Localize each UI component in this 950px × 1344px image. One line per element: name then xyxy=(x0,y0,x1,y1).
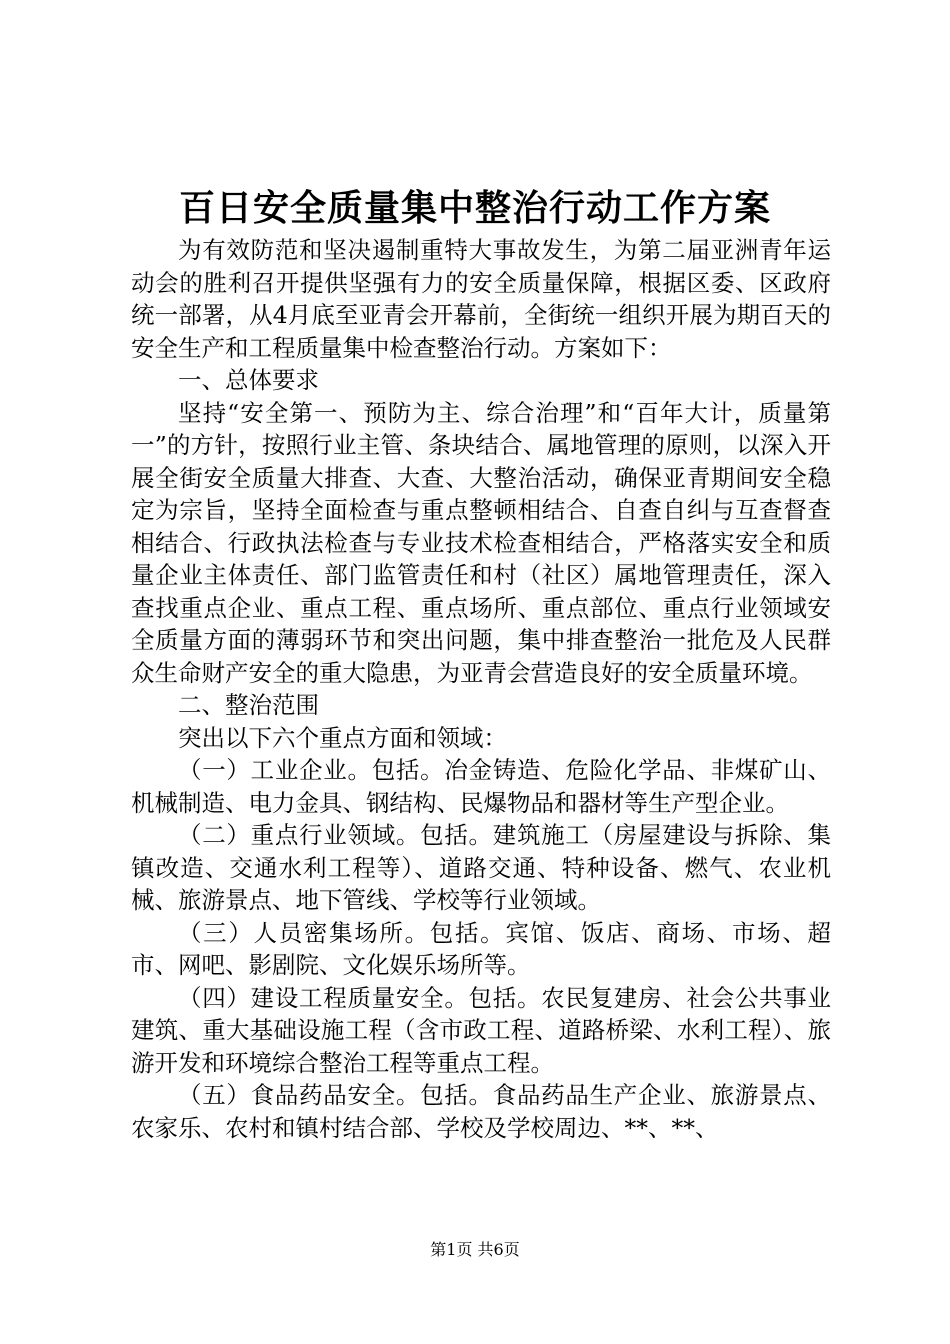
paragraph-scope-intro: 突出以下六个重点方面和领域： xyxy=(178,723,507,752)
paragraph-scope-construction-quality: （四）建设工程质量安全。包括。农民复建房、社会公共事业建筑、重大基础设施工程（含市政工程、道路桥梁、水利工程）、旅游开发和环境综合整治工程等重点工程。 xyxy=(131,983,831,1077)
paragraph-scope-crowded-places: （三）人员密集场所。包括。宾馆、饭店、商场、市场、超市、网吧、影剧院、文化娱乐场所等。 xyxy=(131,918,831,979)
paragraph-scope-key-industries: （二）重点行业领域。包括。建筑施工（房屋建设与拆除、集镇改造、交通水利工程等）、道路交通、特种设备、燃气、农业机械、旅游景点、地下管线、学校等行业领域。 xyxy=(131,821,831,914)
paragraph-general-requirements: 坚持“安全第一、预防为主、综合治理”和“百年大计，质量第一”的方针，按照行业主管、条块结合、属地管理的原则，以深入开展全街安全质量大排查、大查、大整治活动，确保亚青期间安全稳定为宗旨，坚持全面检查与重点整顿相结合、自查自纠与互查督查相结合、行政执法检查与专业技术检查相结合，严格落实安全和质量企业主体责任、部门监管责任和村（社区）属地管理责任，深入查找重点企业、重点工程、重点场所、重点部位、重点行业领域安全质量方面的薄弱环节和突出问题，集中排查整治一批危及人民群众生命财产安全的重大隐患，为亚青会营造良好的安全质量环境。 xyxy=(131,398,831,687)
paragraph-intro: 为有效防范和坚决遏制重特大事故发生，为第二届亚洲青年运动会的胜利召开提供坚强有力的安全质量保障，根据区委、区政府统一部署，从4月底至亚青会开幕前，全街统一组织开展为期百天的安全生产和工程质量集中检查整治行动。方案如下： xyxy=(131,236,831,362)
paragraph-scope-industrial: （一）工业企业。包括。冶金铸造、危险化学品、非煤矿山、机械制造、电力金具、钢结构、民爆物品和器材等生产型企业。 xyxy=(131,756,831,817)
document-body xyxy=(131,234,831,1144)
document-title: 百日安全质量集中整治行动工作方案 xyxy=(178,187,771,229)
section-heading-scope: 二、整治范围 xyxy=(178,691,319,719)
paragraph-scope-food-drug: （五）食品药品安全。包括。食品药品生产企业、旅游景点、农家乐、农村和镇村结合部、学校及学校周边、**、**、 xyxy=(131,1081,831,1142)
page-number-footer: 第1页 共6页 xyxy=(430,1240,520,1259)
section-heading-general-requirements: 一、总体要求 xyxy=(178,366,319,394)
